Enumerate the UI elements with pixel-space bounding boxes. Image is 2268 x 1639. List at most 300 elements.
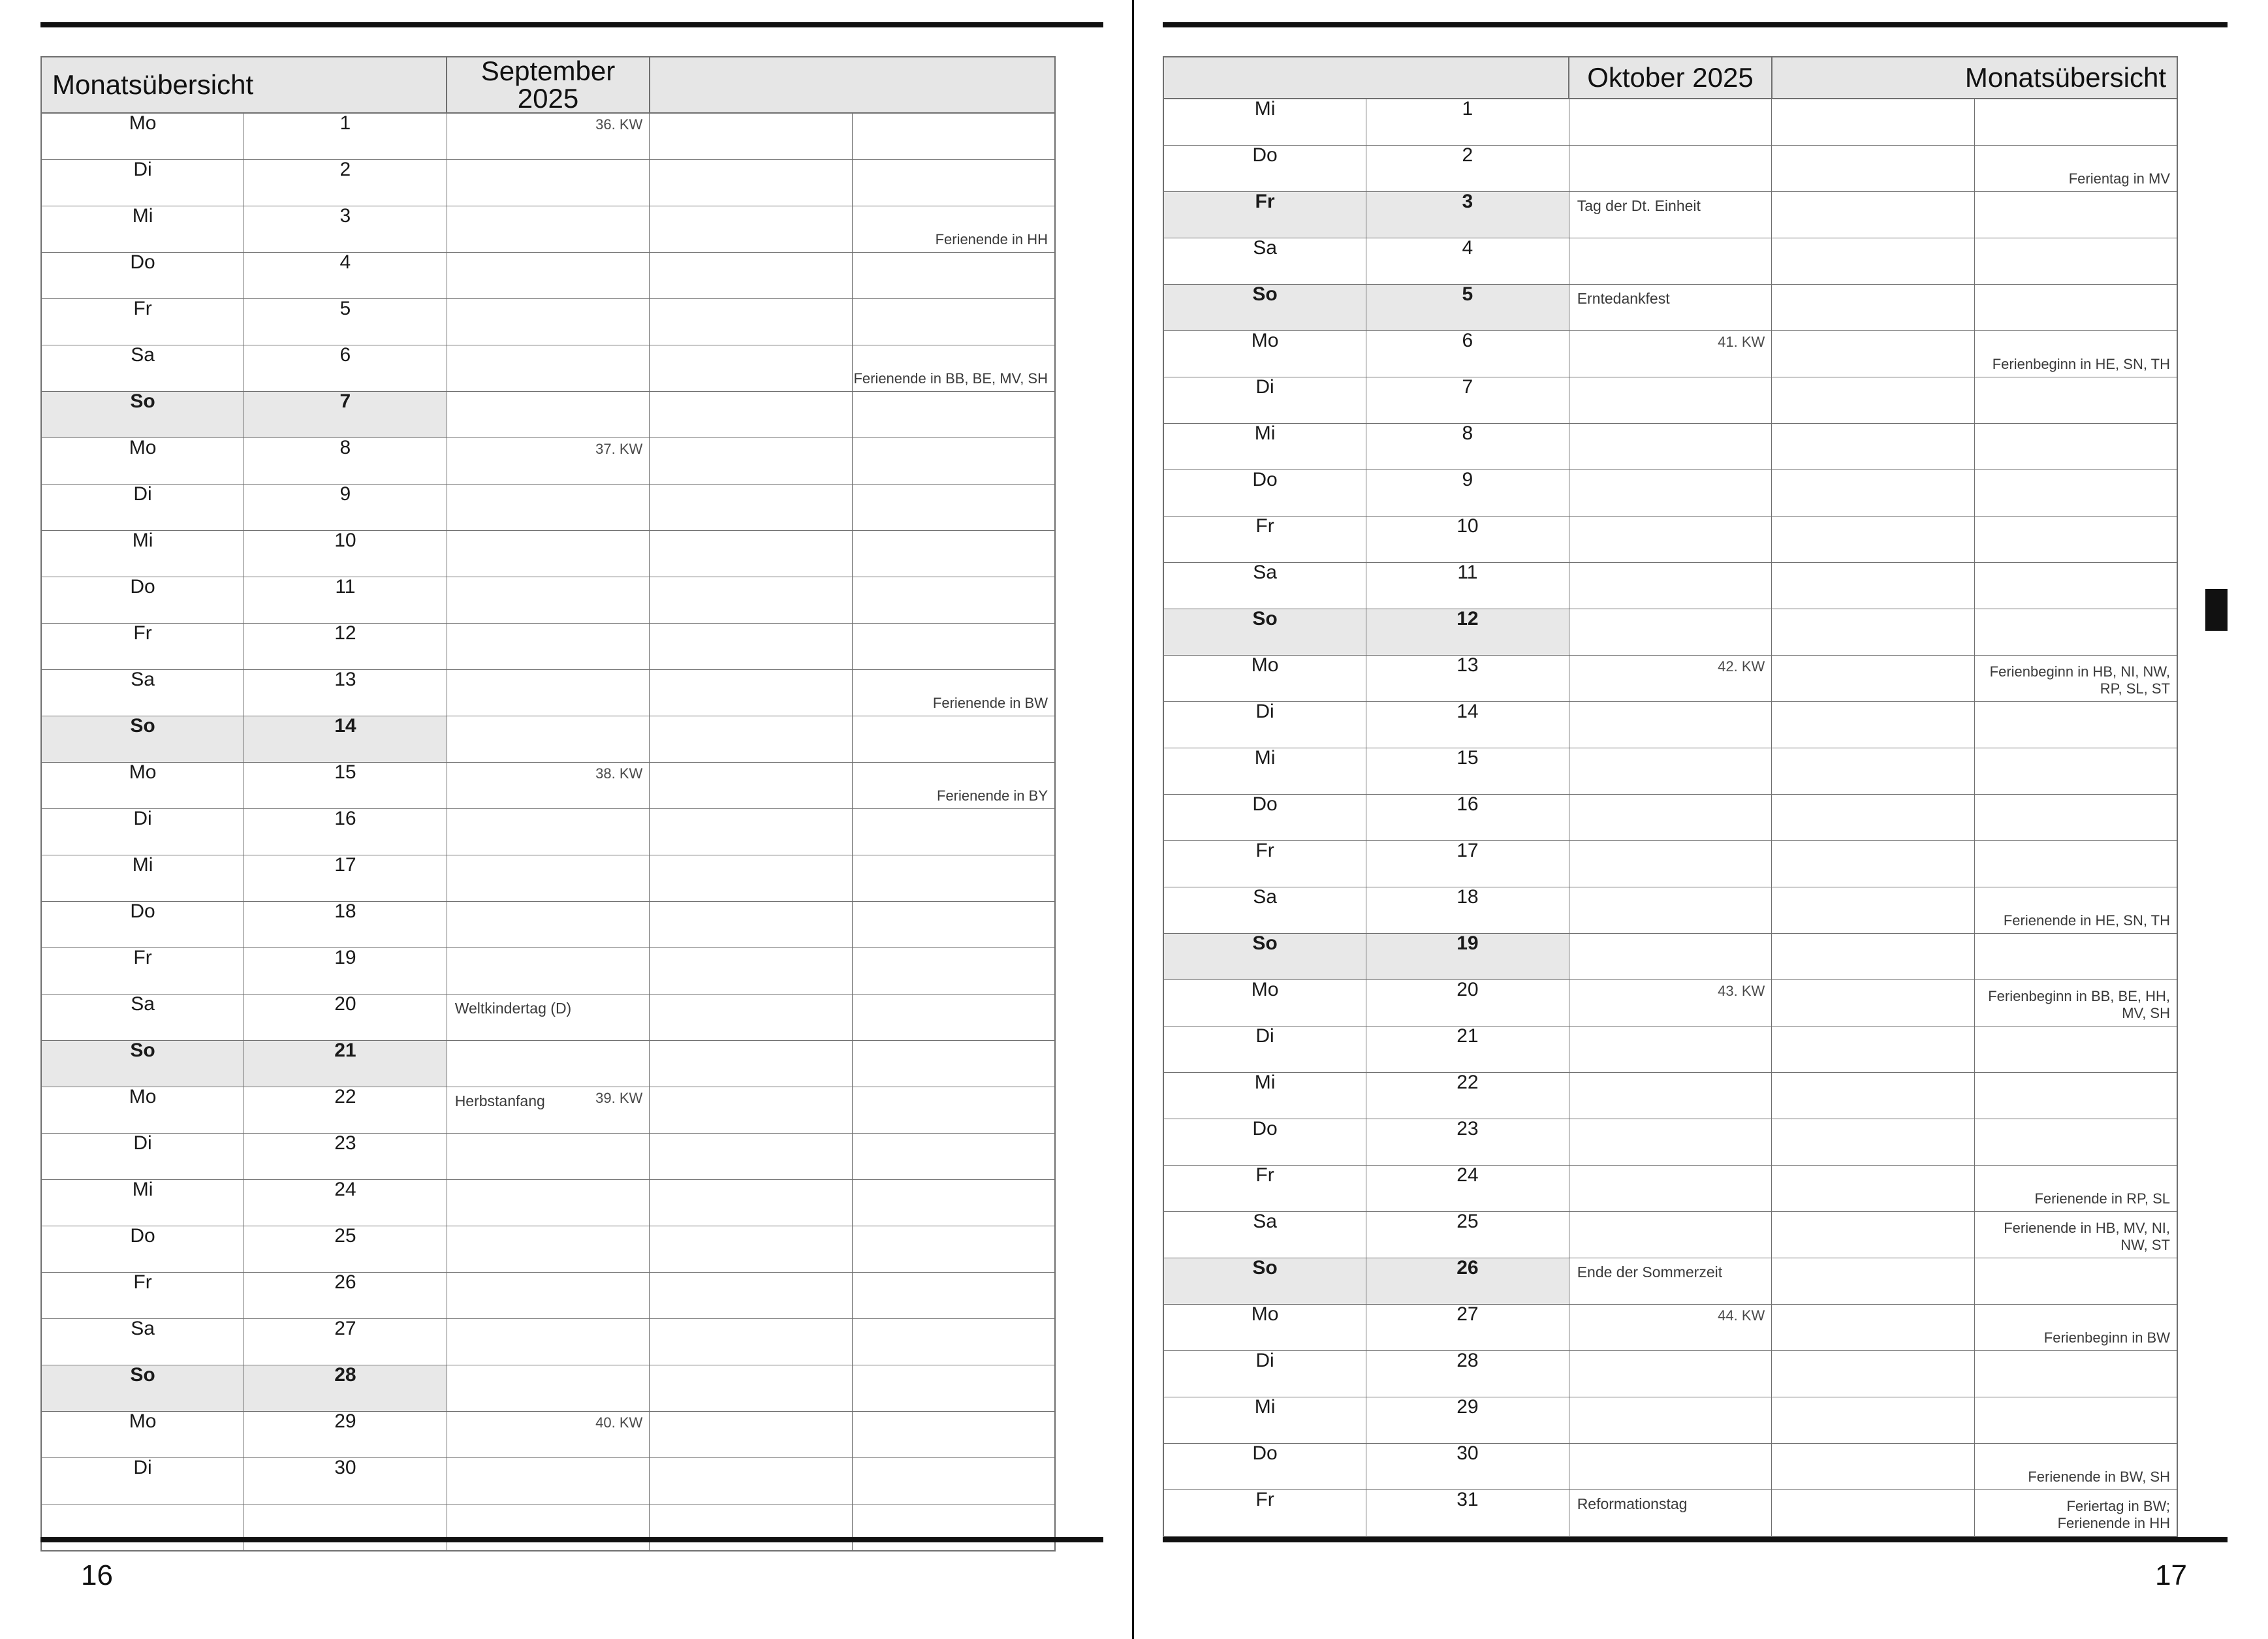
day-number-cell: 14 (244, 716, 447, 763)
day-entry-cell-first[interactable] (447, 299, 650, 345)
day-entry-cell-first[interactable] (447, 1180, 650, 1226)
day-entry-cell-first[interactable] (447, 809, 650, 855)
day-number-cell: 7 (244, 392, 447, 438)
day-row (41, 902, 1055, 948)
day-entry-cell-last[interactable] (1974, 1166, 2177, 1212)
day-entry-cell-middle[interactable] (650, 995, 853, 1041)
day-number-cell: 20 (244, 995, 447, 1041)
day-entry-cell-middle[interactable] (1772, 377, 1975, 424)
day-entry-cell-middle[interactable] (650, 624, 853, 670)
day-row (41, 995, 1055, 1041)
day-entry-cell-first[interactable] (447, 1458, 650, 1504)
day-entry-cell-last[interactable] (852, 1134, 1055, 1180)
month-table-september (40, 56, 1056, 1551)
day-entry-cell-first[interactable] (447, 902, 650, 948)
day-entry-cell-last[interactable] (1974, 146, 2177, 192)
day-row (1163, 795, 2177, 841)
day-entry-cell-last[interactable] (1974, 1212, 2177, 1258)
day-entry-cell-first[interactable] (447, 160, 650, 206)
day-entry-cell-first[interactable] (447, 485, 650, 531)
day-note (1569, 1026, 1772, 1032)
day-of-week-cell: Di (1163, 377, 1366, 424)
day-row (1163, 980, 2177, 1026)
day-entry-cell-last[interactable] (1974, 1444, 2177, 1490)
day-number-cell: 9 (1366, 470, 1569, 517)
day-row (41, 345, 1055, 392)
day-entry-cell-last[interactable] (852, 809, 1055, 855)
day-note (1569, 517, 1772, 522)
day-entry-cell-first[interactable] (1569, 1026, 1772, 1073)
day-entry-cell-middle[interactable] (650, 763, 853, 809)
holiday-note: Ferienende in HB, MV, NI, NW, ST (2004, 1220, 2170, 1254)
day-entry-cell-middle[interactable] (650, 1134, 853, 1180)
holiday-note: Ferienende in RP, SL (2034, 1190, 2170, 1207)
day-note (1569, 1119, 1772, 1124)
day-entry-cell-middle[interactable] (650, 716, 853, 763)
day-entry-cell-last[interactable] (1974, 1351, 2177, 1397)
day-entry-cell-first[interactable] (1569, 1073, 1772, 1119)
day-entry-cell-last[interactable] (852, 206, 1055, 253)
day-entry-cell-middle[interactable] (1772, 1490, 1975, 1537)
day-row (41, 1087, 1055, 1134)
day-number-cell: 8 (244, 438, 447, 485)
day-entry-cell-last[interactable] (1974, 934, 2177, 980)
day-entry-cell-middle[interactable] (1772, 238, 1975, 285)
day-row (1163, 1351, 2177, 1397)
day-entry-cell-last[interactable] (1974, 1026, 2177, 1073)
day-entry-cell-first[interactable] (447, 1412, 650, 1458)
day-entry-cell-middle[interactable] (650, 1458, 853, 1504)
day-entry-cell-last[interactable] (1974, 424, 2177, 470)
day-of-week-cell: Fr (41, 1273, 244, 1319)
day-note (1569, 1351, 1772, 1356)
day-entry-cell-last[interactable] (1974, 1397, 2177, 1444)
day-note (1569, 99, 1772, 104)
day-number-cell: 4 (244, 253, 447, 299)
day-entry-cell-middle[interactable] (1772, 748, 1975, 795)
day-entry-cell-middle[interactable] (650, 113, 853, 160)
day-row (1163, 1258, 2177, 1305)
day-entry-cell-first[interactable] (447, 763, 650, 809)
day-number-cell: 12 (1366, 609, 1569, 656)
day-of-week-cell: So (1163, 609, 1366, 656)
day-entry-cell-middle[interactable] (650, 299, 853, 345)
day-entry-cell-middle[interactable] (1772, 1351, 1975, 1397)
day-entry-cell-last[interactable] (852, 624, 1055, 670)
day-entry-cell-first[interactable] (1569, 1397, 1772, 1444)
day-entry-cell-last[interactable] (1974, 99, 2177, 146)
day-entry-cell-first[interactable] (447, 948, 650, 995)
day-note (447, 1319, 650, 1324)
day-entry-cell-first[interactable] (1569, 887, 1772, 934)
day-of-week-cell: So (1163, 934, 1366, 980)
day-of-week-cell: Di (1163, 1351, 1366, 1397)
day-entry-cell-first[interactable] (1569, 238, 1772, 285)
day-entry-cell-middle[interactable] (650, 1504, 853, 1551)
day-entry-cell-middle[interactable] (650, 485, 853, 531)
day-entry-cell-first[interactable] (1569, 841, 1772, 887)
day-entry-cell-first[interactable] (447, 1319, 650, 1365)
day-entry-cell-first[interactable] (447, 624, 650, 670)
day-entry-cell-last[interactable] (852, 577, 1055, 624)
day-row (41, 763, 1055, 809)
day-entry-cell-first[interactable] (1569, 702, 1772, 748)
day-entry-cell-first[interactable] (447, 206, 650, 253)
day-entry-cell-middle[interactable] (1772, 656, 1975, 702)
day-row (41, 531, 1055, 577)
day-entry-cell-middle[interactable] (650, 1041, 853, 1087)
day-entry-cell-middle[interactable] (650, 670, 853, 716)
day-note: Tag der Dt. Einheit (1577, 197, 1701, 214)
day-number-cell: 2 (1366, 146, 1569, 192)
day-entry-cell-last[interactable] (1974, 238, 2177, 285)
day-entry-cell-last[interactable] (852, 253, 1055, 299)
day-of-week-cell: Mo (41, 438, 244, 485)
day-number-cell: 20 (1366, 980, 1569, 1026)
day-entry-cell-middle[interactable] (650, 1226, 853, 1273)
day-number-cell: 17 (1366, 841, 1569, 887)
day-entry-cell-middle[interactable] (650, 345, 853, 392)
day-entry-cell-middle[interactable] (1772, 285, 1975, 331)
day-entry-cell-last[interactable] (852, 902, 1055, 948)
day-entry-cell-middle[interactable] (1772, 1258, 1975, 1305)
day-entry-cell-first[interactable] (1569, 563, 1772, 609)
day-entry-cell-last[interactable] (1974, 377, 2177, 424)
day-entry-cell-first[interactable] (447, 577, 650, 624)
day-entry-cell-last[interactable] (1974, 841, 2177, 887)
day-row (41, 1458, 1055, 1504)
day-entry-cell-first[interactable] (1569, 517, 1772, 563)
day-entry-cell-last[interactable] (1974, 656, 2177, 702)
day-entry-cell-middle[interactable] (1772, 1119, 1975, 1166)
day-entry-cell-first[interactable] (447, 1365, 650, 1412)
day-entry-cell-last[interactable] (852, 299, 1055, 345)
day-note (447, 1458, 650, 1463)
day-entry-cell-first[interactable] (1569, 795, 1772, 841)
day-row (41, 577, 1055, 624)
day-of-week-cell: Fr (41, 948, 244, 995)
day-entry-cell-last[interactable] (852, 948, 1055, 995)
day-note (447, 1504, 650, 1510)
day-entry-cell-middle[interactable] (1772, 1444, 1975, 1490)
day-entry-cell-middle[interactable] (1772, 192, 1975, 238)
day-row (41, 1134, 1055, 1180)
day-entry-cell-last[interactable] (852, 1087, 1055, 1134)
day-entry-cell-last[interactable] (1974, 795, 2177, 841)
day-number-cell: 19 (244, 948, 447, 995)
day-number-cell: 28 (244, 1365, 447, 1412)
day-entry-cell-first[interactable] (447, 253, 650, 299)
day-entry-cell-first[interactable] (447, 670, 650, 716)
day-entry-cell-middle[interactable] (650, 392, 853, 438)
day-note (447, 253, 650, 258)
day-entry-cell-middle[interactable] (650, 1180, 853, 1226)
day-entry-cell-middle[interactable] (1772, 795, 1975, 841)
day-entry-cell-last[interactable] (852, 1412, 1055, 1458)
day-row (1163, 563, 2177, 609)
day-note (447, 902, 650, 907)
day-entry-cell-middle[interactable] (1772, 1166, 1975, 1212)
day-entry-cell-middle[interactable] (650, 948, 853, 995)
day-entry-cell-middle[interactable] (1772, 1073, 1975, 1119)
day-entry-cell-middle[interactable] (1772, 146, 1975, 192)
week-number-label: 42. KW (1718, 658, 1765, 675)
day-entry-cell-last[interactable] (852, 1226, 1055, 1273)
day-entry-cell-middle[interactable] (1772, 424, 1975, 470)
day-entry-cell-first[interactable] (1569, 609, 1772, 656)
day-entry-cell-last[interactable] (852, 485, 1055, 531)
day-entry-cell-first[interactable] (1569, 1212, 1772, 1258)
day-number-cell: 12 (244, 624, 447, 670)
day-entry-cell-middle[interactable] (650, 1412, 853, 1458)
day-entry-cell-first[interactable] (447, 392, 650, 438)
day-row (1163, 748, 2177, 795)
day-number-cell: 16 (244, 809, 447, 855)
day-row (41, 670, 1055, 716)
day-entry-cell-first[interactable] (1569, 331, 1772, 377)
day-entry-cell-last[interactable] (1974, 887, 2177, 934)
day-row (1163, 1119, 2177, 1166)
holiday-note: Ferienende in HE, SN, TH (2003, 912, 2170, 929)
day-row (1163, 1073, 2177, 1119)
day-entry-cell-middle[interactable] (1772, 517, 1975, 563)
day-entry-cell-last[interactable] (1974, 517, 2177, 563)
day-note: Ende der Sommerzeit (1577, 1264, 1723, 1281)
day-entry-cell-first[interactable] (1569, 1119, 1772, 1166)
day-entry-cell-last[interactable] (852, 1041, 1055, 1087)
day-entry-cell-first[interactable] (447, 716, 650, 763)
day-entry-cell-last[interactable] (852, 438, 1055, 485)
day-entry-cell-last[interactable] (852, 160, 1055, 206)
day-row (41, 855, 1055, 902)
day-number-cell: 27 (244, 1319, 447, 1365)
day-number-cell: 30 (1366, 1444, 1569, 1490)
day-number-cell: 22 (244, 1087, 447, 1134)
day-entry-cell-first[interactable] (447, 995, 650, 1041)
day-entry-cell-first[interactable] (447, 855, 650, 902)
day-entry-cell-last[interactable] (1974, 563, 2177, 609)
day-note (1569, 563, 1772, 568)
day-number-cell: 15 (1366, 748, 1569, 795)
day-entry-cell-first[interactable] (447, 113, 650, 160)
day-entry-cell-last[interactable] (1974, 470, 2177, 517)
day-entry-cell-last[interactable] (852, 531, 1055, 577)
day-note (447, 948, 650, 953)
week-number-label: 37. KW (595, 441, 643, 457)
day-entry-cell-last[interactable] (852, 1458, 1055, 1504)
day-entry-cell-middle[interactable] (650, 438, 853, 485)
day-entry-cell-first[interactable] (1569, 424, 1772, 470)
day-entry-cell-first[interactable] (447, 1134, 650, 1180)
day-entry-cell-middle[interactable] (1772, 470, 1975, 517)
day-entry-cell-middle[interactable] (1772, 99, 1975, 146)
day-entry-cell-last[interactable] (1974, 1258, 2177, 1305)
day-entry-cell-first[interactable] (447, 1087, 650, 1134)
day-of-week-cell: Fr (1163, 841, 1366, 887)
day-entry-cell-first[interactable] (1569, 470, 1772, 517)
day-entry-cell-first[interactable] (1569, 1490, 1772, 1537)
holiday-note: Ferienende in BY (937, 788, 1048, 804)
day-number-cell: 18 (244, 902, 447, 948)
month-header-title-center: September 2025 (447, 57, 650, 113)
day-row (1163, 1212, 2177, 1258)
day-row (1163, 146, 2177, 192)
day-entry-cell-first[interactable] (1569, 934, 1772, 980)
day-number-cell: 27 (1366, 1305, 1569, 1351)
week-number-label: 44. KW (1718, 1307, 1765, 1324)
day-entry-cell-middle[interactable] (650, 577, 853, 624)
day-row (1163, 238, 2177, 285)
day-of-week-cell: Mo (41, 1412, 244, 1458)
day-entry-cell-last[interactable] (852, 716, 1055, 763)
day-entry-cell-middle[interactable] (1772, 563, 1975, 609)
day-entry-cell-last[interactable] (852, 995, 1055, 1041)
day-entry-cell-middle[interactable] (650, 206, 853, 253)
day-entry-cell-first[interactable] (1569, 1444, 1772, 1490)
day-entry-cell-last[interactable] (852, 670, 1055, 716)
day-entry-cell-last[interactable] (852, 1180, 1055, 1226)
day-entry-cell-first[interactable] (447, 1041, 650, 1087)
day-entry-cell-last[interactable] (852, 113, 1055, 160)
day-entry-cell-last[interactable] (852, 855, 1055, 902)
left-page-content (40, 22, 1103, 1615)
day-entry-cell-last[interactable] (1974, 748, 2177, 795)
day-entry-cell-first[interactable] (1569, 980, 1772, 1026)
day-row (41, 1412, 1055, 1458)
day-row (41, 1365, 1055, 1412)
day-entry-cell-middle[interactable] (650, 1365, 853, 1412)
day-note (1569, 702, 1772, 707)
day-entry-cell-first[interactable] (1569, 146, 1772, 192)
day-entry-cell-first[interactable] (1569, 285, 1772, 331)
day-entry-cell-middle[interactable] (1772, 1212, 1975, 1258)
day-of-week-cell: Mi (41, 531, 244, 577)
month-header-title-left (1163, 57, 1569, 99)
day-entry-cell-middle[interactable] (1772, 1026, 1975, 1073)
day-number-cell: 31 (1366, 1490, 1569, 1537)
day-entry-cell-last[interactable] (1974, 980, 2177, 1026)
day-entry-cell-first[interactable] (447, 531, 650, 577)
day-entry-cell-middle[interactable] (1772, 934, 1975, 980)
day-entry-cell-middle[interactable] (1772, 1305, 1975, 1351)
day-of-week-cell: Mi (1163, 99, 1366, 146)
day-number-cell: 1 (244, 113, 447, 160)
day-number-cell: 10 (1366, 517, 1569, 563)
day-number-cell: 8 (1366, 424, 1569, 470)
day-note (447, 531, 650, 536)
day-of-week-cell: Sa (1163, 238, 1366, 285)
day-of-week-cell: Mo (1163, 980, 1366, 1026)
day-entry-cell-middle[interactable] (650, 253, 853, 299)
day-entry-cell-first[interactable] (1569, 1351, 1772, 1397)
day-entry-cell-last[interactable] (852, 1273, 1055, 1319)
day-entry-cell-first[interactable] (1569, 656, 1772, 702)
day-of-week-cell: So (1163, 1258, 1366, 1305)
day-of-week-cell: Di (41, 1134, 244, 1180)
day-entry-cell-last[interactable] (1974, 1119, 2177, 1166)
day-entry-cell-first[interactable] (1569, 377, 1772, 424)
day-entry-cell-middle[interactable] (1772, 702, 1975, 748)
day-entry-cell-middle[interactable] (650, 531, 853, 577)
day-note: Weltkindertag (D) (454, 1000, 572, 1017)
day-entry-cell-last[interactable] (852, 1365, 1055, 1412)
day-entry-cell-middle[interactable] (1772, 841, 1975, 887)
day-entry-cell-middle[interactable] (650, 855, 853, 902)
day-entry-cell-last[interactable] (852, 1319, 1055, 1365)
day-entry-cell-middle[interactable] (650, 902, 853, 948)
day-entry-cell-middle[interactable] (1772, 1397, 1975, 1444)
day-entry-cell-first[interactable] (1569, 1305, 1772, 1351)
day-row (41, 1180, 1055, 1226)
day-entry-cell-last[interactable] (852, 763, 1055, 809)
day-entry-cell-first[interactable] (447, 345, 650, 392)
day-entry-cell-middle[interactable] (1772, 609, 1975, 656)
day-row (41, 253, 1055, 299)
day-number-cell: 4 (1366, 238, 1569, 285)
day-entry-cell-middle[interactable] (650, 1273, 853, 1319)
day-entry-cell-first[interactable] (447, 1273, 650, 1319)
page-number-right: 17 (2155, 1559, 2187, 1591)
day-entry-cell-last[interactable] (1974, 1305, 2177, 1351)
page-bottom-rule (40, 1537, 1103, 1542)
day-entry-cell-first[interactable] (1569, 99, 1772, 146)
day-entry-cell-middle[interactable] (1772, 331, 1975, 377)
day-entry-cell-last[interactable] (1974, 609, 2177, 656)
day-entry-cell-first[interactable] (447, 1504, 650, 1551)
day-entry-cell-first[interactable] (1569, 748, 1772, 795)
week-number-label: 39. KW (595, 1090, 643, 1106)
day-entry-cell-last[interactable] (852, 1504, 1055, 1551)
day-of-week-cell: Do (41, 577, 244, 624)
day-row (41, 1273, 1055, 1319)
day-number-cell: 18 (1366, 887, 1569, 934)
holiday-note: Ferienende in HH (935, 231, 1048, 248)
day-entry-cell-last[interactable] (1974, 192, 2177, 238)
month-header-row (41, 57, 1055, 113)
day-note (447, 1365, 650, 1371)
day-entry-cell-last[interactable] (1974, 285, 2177, 331)
day-note (447, 716, 650, 722)
day-entry-cell-last[interactable] (1974, 1490, 2177, 1537)
day-of-week-cell: Mo (41, 763, 244, 809)
day-entry-cell-first[interactable] (447, 1226, 650, 1273)
day-entry-cell-first[interactable] (447, 438, 650, 485)
day-number-cell: 29 (244, 1412, 447, 1458)
day-entry-cell-last[interactable] (1974, 702, 2177, 748)
day-note (447, 206, 650, 212)
day-entry-cell-last[interactable] (852, 345, 1055, 392)
day-entry-cell-middle[interactable] (650, 1319, 853, 1365)
day-entry-cell-middle[interactable] (1772, 980, 1975, 1026)
day-entry-cell-first[interactable] (1569, 1258, 1772, 1305)
day-number-cell: 6 (1366, 331, 1569, 377)
day-entry-cell-last[interactable] (852, 392, 1055, 438)
day-entry-cell-middle[interactable] (650, 160, 853, 206)
day-number-cell: 22 (1366, 1073, 1569, 1119)
day-entry-cell-last[interactable] (1974, 1073, 2177, 1119)
day-entry-cell-last[interactable] (1974, 331, 2177, 377)
day-number-cell: 7 (1366, 377, 1569, 424)
day-row (1163, 1397, 2177, 1444)
day-entry-cell-middle[interactable] (650, 809, 853, 855)
day-entry-cell-middle[interactable] (650, 1087, 853, 1134)
day-number-cell: 26 (1366, 1258, 1569, 1305)
day-row (1163, 377, 2177, 424)
day-entry-cell-first[interactable] (1569, 192, 1772, 238)
day-entry-cell-first[interactable] (1569, 1166, 1772, 1212)
page-number-left: 16 (81, 1559, 113, 1591)
day-entry-cell-middle[interactable] (1772, 887, 1975, 934)
